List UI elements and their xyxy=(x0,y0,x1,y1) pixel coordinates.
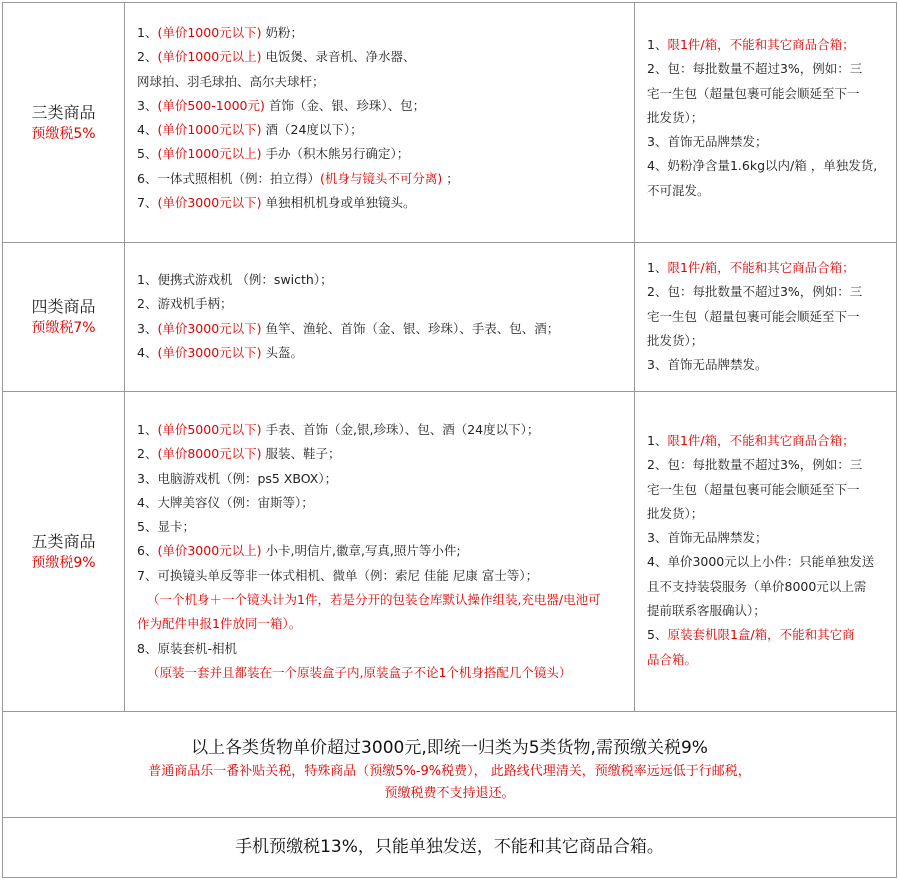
highlight-text: (单价500-1000元) xyxy=(157,97,265,113)
plain-text: 7、 xyxy=(137,195,158,211)
plain-text: 4、奶粉净含量1.6kg以内/箱 ，单独发货, xyxy=(647,158,878,174)
notes-list xyxy=(647,33,890,203)
plain-text: 6、一体式照相机（例：拍立得） xyxy=(137,170,320,186)
text-line xyxy=(647,154,890,178)
plain-text: 7、可换镜头单反等非一体式相机、微单（例：索尼 佳能 尼康 富士等）； xyxy=(137,567,539,583)
plain-text: 网球拍、羽毛球拍、高尔夫球杆； xyxy=(137,73,325,89)
highlight-text: 限1件/箱，不能和其它商品合箱； xyxy=(667,37,855,52)
text-line xyxy=(647,526,890,550)
highlight-text: (单价1000元以上) xyxy=(157,49,262,65)
category-cell xyxy=(3,3,125,242)
text-line xyxy=(137,268,628,292)
plain-text: 且不支持装袋服务（单价8000元以上需 xyxy=(647,578,867,594)
items-cell xyxy=(125,392,635,711)
summary-main: 以上各类货物单价超过3000元,即统一归类为5类货物,需预缴关税9% xyxy=(191,738,708,758)
plain-text: 不可混发。 xyxy=(647,182,710,198)
table-row xyxy=(3,3,896,243)
highlight-text: (单价3000元以上) xyxy=(157,543,262,559)
plain-text: 4、 xyxy=(137,122,158,138)
plain-text: 手办（积木熊另行确定）； xyxy=(261,146,410,162)
text-line xyxy=(647,575,890,599)
plain-text: 2、包：每批数量不超过3%，例如：三 xyxy=(647,457,863,473)
items-list xyxy=(137,268,628,365)
plain-text: 酒（24度以下）； xyxy=(261,122,363,138)
text-line xyxy=(647,82,890,106)
text-line xyxy=(647,256,890,280)
text-line xyxy=(647,453,890,477)
highlight-text: (单价3000元以下) xyxy=(157,344,262,360)
text-line xyxy=(647,329,890,353)
plain-text: 4、 xyxy=(137,344,158,360)
plain-text: 5、 xyxy=(137,146,158,162)
plain-text: 宅一生包（超量包裹可能会顺延至下一 xyxy=(647,85,860,101)
tax-rate: 预缴税7% xyxy=(31,320,96,336)
tax-table xyxy=(2,2,897,878)
plain-text: 3、首饰无品牌禁发； xyxy=(647,530,768,546)
plain-text: 手表、首饰（金,银,珍珠）、包、酒（24度以下）； xyxy=(261,422,540,437)
notes-list xyxy=(647,256,890,377)
text-line xyxy=(137,45,628,69)
plain-text: 1、 xyxy=(137,25,158,40)
text-line xyxy=(137,317,628,341)
highlight-text: (单价3000元以下) xyxy=(157,195,262,211)
highlight-text: (单价1000元以上) xyxy=(157,146,262,162)
text-line xyxy=(647,550,890,574)
highlight-text: (单价3000元以下) xyxy=(157,320,262,336)
items-list xyxy=(137,418,628,685)
text-line xyxy=(647,478,890,502)
table-row xyxy=(3,392,896,712)
plain-text: 批发货）； xyxy=(647,109,704,125)
highlight-text: 原装套机限1盒/箱，不能和其它商 xyxy=(667,627,855,643)
category-name: 五类商品 xyxy=(31,531,96,551)
plain-text: 8、原装套机-相机 xyxy=(137,640,237,656)
text-line xyxy=(647,280,890,304)
phone-note: 手机预缴税13%，只能单独发送，不能和其它商品合箱。 xyxy=(235,837,664,857)
notes-cell xyxy=(635,243,896,391)
plain-text: 首饰（金、银、珍珠）、包； xyxy=(264,97,426,113)
highlight-text: (单价1000元以下) xyxy=(157,122,262,138)
text-line xyxy=(647,305,890,329)
plain-text: 服装、鞋子； xyxy=(261,446,341,462)
text-line xyxy=(137,661,628,685)
highlight-text: 品合箱。 xyxy=(647,651,698,667)
text-line xyxy=(647,623,890,647)
text-line xyxy=(647,353,890,377)
text-line xyxy=(137,167,628,191)
highlight-text: 作为配件申报1件放同一箱）。 xyxy=(137,616,302,632)
highlight-text: （原装一套并且都装在一个原装盒子内,原装盒子不论1个机身搭配几个镜头） xyxy=(147,664,572,680)
plain-text: 宅一生包（超量包裹可能会顺延至下一 xyxy=(647,481,860,497)
plain-text: 3、首饰无品牌禁发； xyxy=(647,134,768,150)
plain-text: 电饭煲、录音机、净水器、 xyxy=(261,49,416,65)
plain-text: 6、 xyxy=(137,543,158,559)
plain-text: 4、单价3000元以上小件：只能单独发送 xyxy=(647,554,875,570)
text-line xyxy=(647,57,890,81)
plain-text: 5、显卡； xyxy=(137,519,195,535)
text-line xyxy=(137,341,628,365)
items-list xyxy=(137,21,628,215)
plain-text: 3、 xyxy=(137,320,158,336)
plain-text: 1、便携式游戏机 （例：swicth）； xyxy=(137,272,333,287)
plain-text: 1、 xyxy=(137,422,158,437)
plain-text: ； xyxy=(442,170,459,186)
text-line xyxy=(137,588,628,612)
highlight-text: 限1件/箱，不能和其它商品合箱； xyxy=(667,433,855,448)
text-line xyxy=(647,599,890,623)
text-line xyxy=(647,33,890,57)
highlight-text: (单价1000元以下) xyxy=(157,25,262,40)
plain-text: 2、包：每批数量不超过3%，例如：三 xyxy=(647,284,863,300)
text-line xyxy=(137,118,628,142)
notes-cell xyxy=(635,3,896,242)
category-name: 四类商品 xyxy=(31,297,96,316)
text-line xyxy=(137,491,628,515)
plain-text: 单独相机机身或单独镜头。 xyxy=(261,195,416,211)
plain-text: 鱼竿、渔轮、首饰（金、银、珍珠）、手表、包、酒； xyxy=(261,320,560,336)
plain-text: 奶粉； xyxy=(261,25,304,40)
text-line xyxy=(137,142,628,166)
text-line xyxy=(137,418,628,442)
category-cell xyxy=(3,392,125,711)
text-line xyxy=(137,564,628,588)
text-line xyxy=(137,191,628,215)
highlight-text: （一个机身＋一个镜头计为1件，若是分开的包装仓库默认操作组装,充电器/电池可 xyxy=(147,592,601,608)
items-cell xyxy=(125,3,635,242)
plain-text: 1、 xyxy=(647,37,668,52)
highlight-text: (单价5000元以下) xyxy=(157,422,262,437)
highlight-text: (机身与镜头不可分离) xyxy=(319,170,443,186)
text-line xyxy=(137,467,628,491)
tax-rate: 预缴税5% xyxy=(31,125,96,142)
plain-text: 头盔。 xyxy=(261,344,304,360)
plain-text: 批发货）； xyxy=(647,505,704,521)
category-cell xyxy=(3,243,125,391)
plain-text: 3、 xyxy=(137,97,158,113)
highlight-text: (单价8000元以下) xyxy=(157,446,262,462)
summary-line-1: 普通商品乐一番补贴关税，特殊商品（预缴5%-9%税费）， 此路线代理清关，预缴税率远远低于行邮税， xyxy=(148,764,751,779)
plain-text: 小卡,明信片,徽章,写真,照片等小件; xyxy=(261,543,461,559)
text-line xyxy=(647,502,890,526)
text-line xyxy=(647,106,890,130)
plain-text: 2、 xyxy=(137,49,158,65)
text-line xyxy=(137,70,628,94)
plain-text: 5、 xyxy=(647,627,668,643)
text-line xyxy=(137,21,628,45)
category-name: 三类商品 xyxy=(31,102,96,122)
text-line xyxy=(647,179,890,203)
text-line xyxy=(137,612,628,636)
text-line xyxy=(647,130,890,154)
plain-text: 1、 xyxy=(647,433,668,448)
plain-text: 2、 xyxy=(137,446,158,462)
items-cell xyxy=(125,243,635,391)
notes-cell xyxy=(635,392,896,711)
plain-text: 4、大牌美容仪（例：宙斯等）； xyxy=(137,494,314,510)
text-line xyxy=(137,94,628,118)
text-line xyxy=(647,648,890,672)
phone-row xyxy=(3,818,896,877)
plain-text: 3、首饰无品牌禁发。 xyxy=(647,357,768,373)
text-line xyxy=(137,539,628,563)
tax-rate: 预缴税9% xyxy=(31,554,96,571)
text-line xyxy=(137,442,628,466)
plain-text: 2、游戏机手柄； xyxy=(137,296,233,312)
table-row xyxy=(3,243,896,392)
summary-line-2: 预缴税费不支持退还。 xyxy=(384,786,515,801)
highlight-text: 限1件/箱，不能和其它商品合箱； xyxy=(667,260,855,275)
plain-text: 提前联系客服确认）； xyxy=(647,603,766,619)
plain-text: 3、电脑游戏机（例：ps5 XBOX）； xyxy=(137,470,338,486)
text-line xyxy=(137,515,628,539)
plain-text: 宅一生包（超量包裹可能会顺延至下一 xyxy=(647,308,860,324)
plain-text: 1、 xyxy=(647,260,668,275)
text-line xyxy=(137,292,628,316)
plain-text: 批发货）； xyxy=(647,332,704,348)
text-line xyxy=(137,637,628,661)
plain-text: 2、包：每批数量不超过3%，例如：三 xyxy=(647,61,863,77)
notes-list xyxy=(647,429,890,672)
summary-row xyxy=(3,712,896,818)
text-line xyxy=(647,429,890,453)
